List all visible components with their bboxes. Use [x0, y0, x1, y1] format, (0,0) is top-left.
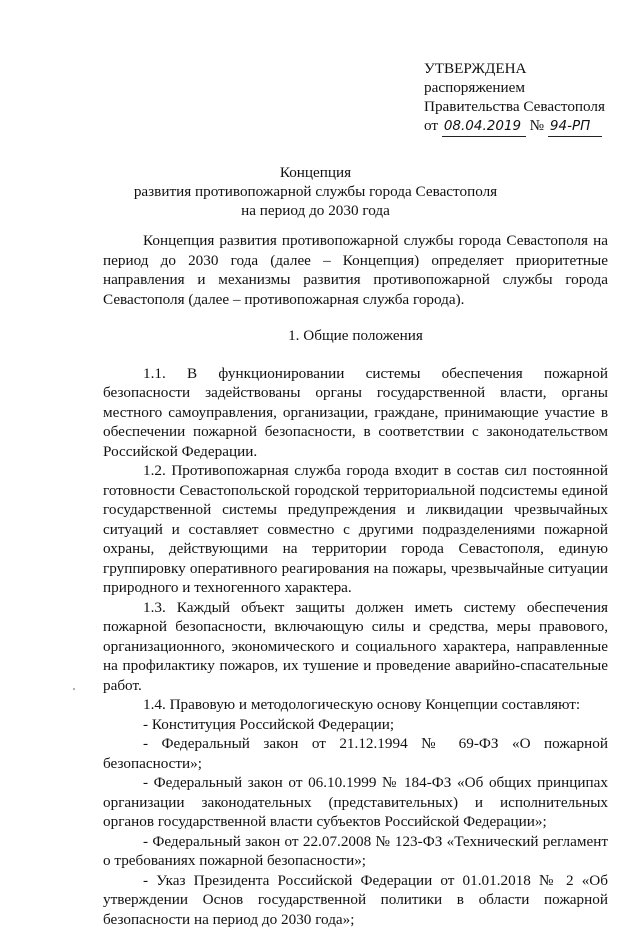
list-item-constitution: - Конституция Российской Федерации; — [103, 715, 608, 735]
paragraph-1-1: 1.1. В функционировании системы обеспечения пожарной безопасности задействованы органы государственной власти, органы местного самоуправления, организации, граждане, принимающие участие в обеспечении пожарной безопасности, в соответствии с законодательством Российской Федерации. — [103, 364, 608, 462]
title-line-3: на период до 2030 года — [0, 201, 631, 220]
paragraph-1-3: 1.3. Каждый объект защиты должен иметь систему обеспечения пожарной безопасности, включающую силы и средства, меры правового, организационного, экономического и социального характера, направленные на профилактику пожаров, их тушение и проведение аварийно-спасательные работ. — [103, 598, 608, 696]
document-body — [103, 231, 608, 929]
paragraph-1-4: 1.4. Правовую и методологическую основу Концепции составляют: — [103, 695, 608, 715]
number-prefix: № — [530, 117, 545, 134]
list-item-law-184: - Федеральный закон от 06.10.1999 № 184-ФЗ «Об общих принципах организации законодательных (представительных) и исполнительных органов государственной власти субъектов Российской Федерации»; — [103, 773, 608, 832]
document-title — [0, 163, 631, 220]
paragraph-1-2: 1.2. Противопожарная служба города входит в состав сил постоянной готовности Севастопольской городской территориальной подсистемы единой государственной системы предупреждения и ликвидации чрезвычайных ситуаций и составляет совместно с другими подразделениями пожарной охраны, действующими на территории города Севастополя, единую группировку оперативного реагирования на пожары, чрезвычайные ситуации природного и техногенного характера. — [103, 461, 608, 598]
approval-by: распоряжением — [424, 78, 624, 97]
approval-title: УТВЕРЖДЕНА — [424, 59, 624, 78]
title-line-1: Концепция — [0, 163, 631, 182]
title-line-2: развития противопожарной службы города Севастополя — [0, 182, 631, 201]
date-prefix: от — [424, 117, 438, 134]
intro-paragraph: Концепция развития противопожарной службы города Севастополя на период до 2030 года (далее – Концепция) определяет приоритетные направления и механизмы развития противопожарной службы города Севастополя (далее – противопожарная служба города). — [103, 231, 608, 309]
approval-authority: Правительства Севастополя — [424, 97, 624, 116]
list-item-law-69: - Федеральный закон от 21.12.1994 № 69-ФЗ «О пожарной безопасности»; — [103, 734, 608, 773]
handwritten-date: 08.04.2019 — [442, 117, 526, 137]
list-item-decree-2: - Указ Президента Российской Федерации от 01.01.2018 № 2 «Об утверждении Основ государственной политики в области пожарной безопасности на период до 2030 года»; — [103, 871, 608, 929]
scan-speck — [73, 688, 75, 690]
approval-date-line — [424, 116, 624, 137]
handwritten-number: 94-РП — [548, 117, 602, 137]
list-item-law-123: - Федеральный закон от 22.07.2008 № 123-ФЗ «Технический регламент о требованиях пожарной безопасности»; — [103, 832, 608, 871]
section-heading: 1. Общие положения — [103, 326, 608, 346]
approval-stamp — [424, 59, 624, 137]
